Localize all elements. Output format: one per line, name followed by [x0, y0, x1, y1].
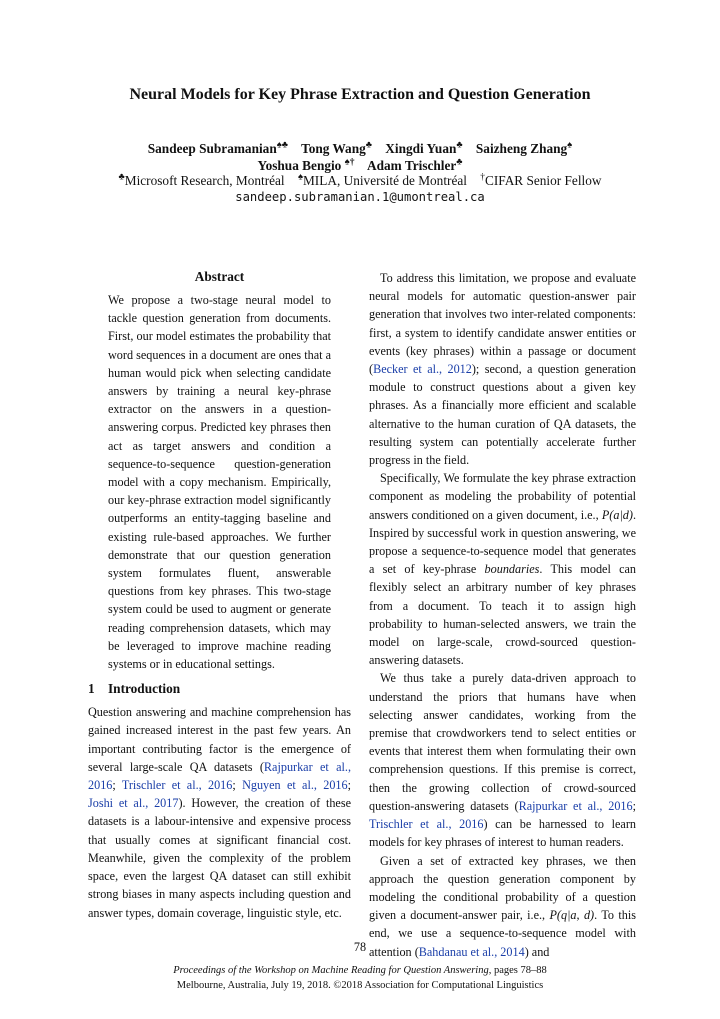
author-mark: ♠: [567, 140, 573, 151]
text-run: ). However, the creation of these datasets is a labour-intensive and expensive process that usually comes at significant financial cost. Meanwhile, given the complexity of the problem space, even the largest QA dataset can still exhibit strong biases in many aspects including question and answer types, domain coverage, linguistic style, etc.: [88, 796, 351, 920]
author-mark: ♣: [456, 140, 463, 151]
left-column: [88, 269, 351, 922]
author-name: Saizheng Zhang: [475, 141, 568, 156]
text-run: ;: [232, 778, 243, 793]
author-mark: ♠♣: [276, 140, 288, 151]
text-run: ;: [112, 778, 122, 793]
author-name: Sandeep Subramanian: [147, 141, 277, 156]
intro-paragraph: [88, 703, 351, 921]
text-run: . Inspired by successful work in question answering, we propose a sequence-to-sequence model that generates a set of key-phrase: [369, 507, 636, 577]
author-mark: ♠†: [344, 157, 355, 168]
emphasis-text: boundaries: [484, 562, 540, 577]
footer-copyright: Melbourne, Australia, July 19, 2018. ©2018 Association for Computational Linguistics: [176, 980, 544, 991]
author-mark: ♣: [456, 157, 463, 168]
citation-link[interactable]: Joshi et al., 2017: [88, 796, 179, 811]
section-number: 1: [88, 681, 95, 697]
text-run: To address this limitation, we propose and evaluate neural models for automatic question-answer pair generation that involves two inter-related components: first, a system to identify candidate answer entities or events (key phrases) within a passage or document (: [369, 271, 636, 377]
page-number: 78: [353, 940, 367, 954]
author-name: Adam Trischler: [367, 158, 457, 173]
text-run: . To this end, we use a sequence-to-sequence model with attention (: [369, 908, 636, 959]
text-run: Given a set of extracted key phrases, we then approach the question generation component by modeling the conditional probability of a question given a document-answer pair, i.e.,: [369, 853, 636, 923]
footer-venue: Proceedings of the Workshop on Machine Reading for Question Answering: [173, 965, 489, 976]
text-run: ) can be harnessed to learn models for key phrases of interest to human readers.: [369, 817, 636, 850]
right-column: [369, 269, 636, 961]
author-list: [0, 140, 720, 174]
section-heading: [88, 681, 351, 697]
body-paragraph: [369, 669, 636, 851]
author-name: Yoshua Bengio: [257, 158, 342, 173]
abstract-heading: Abstract: [194, 269, 245, 284]
affiliation-mark: ♠: [297, 172, 303, 183]
body-paragraph: [369, 269, 636, 469]
text-run: Specifically, We formulate the key phrase extraction component as modeling the probability of potential answers conditioned on a given document, i.e.,: [369, 471, 636, 522]
citation-link[interactable]: Becker et al., 2012: [373, 362, 472, 377]
citation-link[interactable]: Rajpurkar et al., 2016: [518, 798, 633, 813]
affiliation: Microsoft Research, Montréal: [124, 173, 285, 188]
author-mark: ♣: [365, 140, 372, 151]
author-name: Xingdi Yuan: [385, 141, 457, 156]
text-run: ;: [632, 798, 636, 813]
math-expression: P(q|a, d): [549, 908, 595, 923]
text-run: . This model can flexibly select an arbitrary number of key phrases from a document. To teach it to assign high probability to human-selected answers, we train the model on large-scale, crowd-sourced question-answering datasets.: [369, 562, 636, 668]
citation-link[interactable]: Trischler et al., 2016: [121, 778, 233, 793]
text-run: ;: [347, 778, 351, 793]
contact-email[interactable]: sandeep.subramanian.1@umontreal.ca: [235, 190, 485, 204]
affiliation-mark: ♣: [118, 172, 125, 183]
citation-link[interactable]: Rajpurkar et al., 2016: [88, 759, 351, 793]
abstract-text: We propose a two-stage neural model to tackle question generation from documents. First, our model estimates the probability that word sequences in a document are ones that a human would pick when selecting candidate answers by training a neural key-phrase extractor on the answers in a question-answering corpus. Predicted key phrases then act as target answers and condition a sequence-to-sequence question-generation model with a copy mechanism. Empirically, our key-phrase extraction model significantly outperforms an entity-tagging baseline and existing rule-based approaches. We further demonstrate that our question generation system formulates fluent, answerable questions from key phrases. This two-stage system could be used to augment or generate reading comprehension datasets, which may be leveraged to improve machine reading systems or in educational settings.: [108, 293, 331, 672]
footer-pages: , pages 78–88: [488, 965, 547, 976]
text-run: Question answering and machine comprehension has gained increased interest in the past few years. An important contributing factor is the emergence of several large-scale QA datasets (: [88, 705, 351, 774]
text-run: We thus take a purely data-driven approach to understand the priors that humans have when selecting answer candidates, working from the premise that crowdworkers tend to select entities or events that interest them when formulating their own comprehension questions. If this premise is correct, then the growing collection of crowd-sourced question-answering datasets (: [369, 671, 636, 813]
math-expression: P(a|d): [601, 507, 633, 522]
page-footer: [0, 963, 720, 993]
citation-link[interactable]: Nguyen et al., 2016: [242, 778, 348, 793]
paper-title: Neural Models for Key Phrase Extraction and Question Generation: [129, 86, 591, 103]
affiliation: MILA, Université de Montréal: [302, 173, 467, 188]
affiliation: CIFAR Senior Fellow: [484, 173, 602, 188]
affiliation-line: [0, 172, 720, 190]
affiliation-mark: †: [480, 172, 485, 183]
section-title: Introduction: [108, 681, 181, 697]
citation-link[interactable]: Trischler et al., 2016: [369, 817, 484, 832]
text-run: ) and: [524, 944, 550, 959]
citation-link[interactable]: Bahdanau et al., 2014: [418, 944, 525, 959]
text-run: ); second, a question generation module to construct questions about a given key phrases. As a financially more efficient and scalable alternative to the human curation of QA datasets, the resulting system can potentially accelerate further progress in the field.: [369, 362, 636, 468]
body-paragraph: [369, 469, 636, 669]
author-name: Tong Wang: [301, 141, 366, 156]
